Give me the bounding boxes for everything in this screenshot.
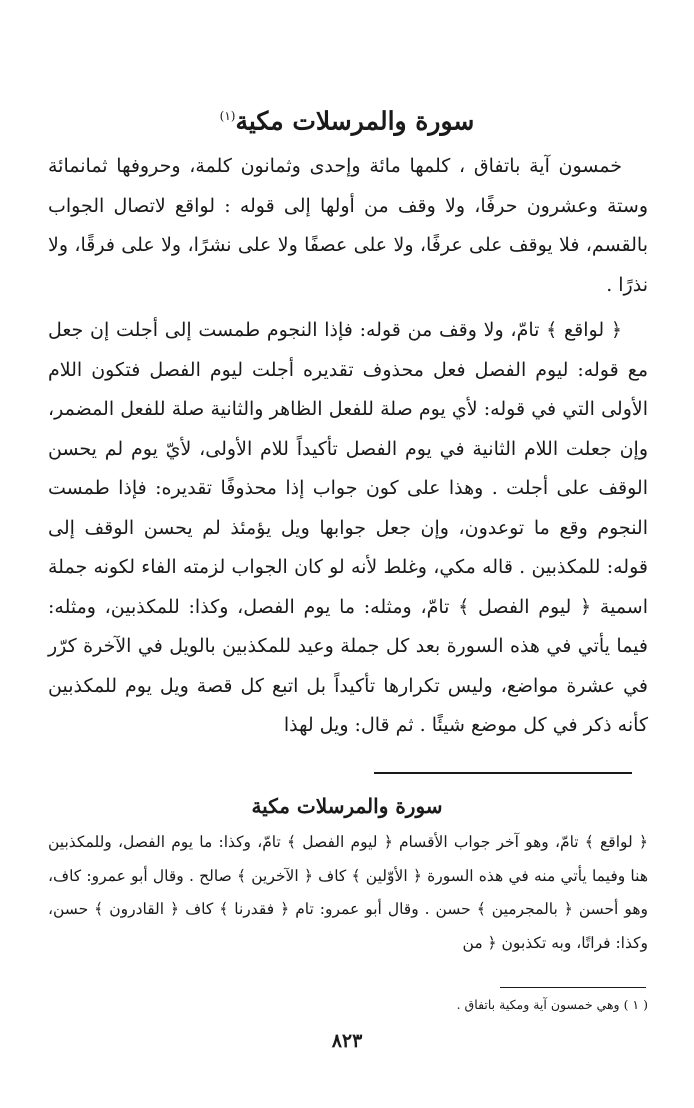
paragraph-body: ﴿ لواقع ﴾ تامّ، ولا وقف من قوله: فإذا النجوم طمست إلى أجلت إن جعل مع قوله: ليوم الفصل فعل محذوف تقديره أجلت ليوم الفصل فتكون اللام الأولى التي في قوله: لأي يوم صلة للفعل الظاهر والثانية صلة للفعل المضمر، وإن جعلت اللام الثانية في يوم الفصل تأكيداً للام الأولى، لأيّ يوم لم يحسن الوقف على أجلت . وهذا على كون جواب إذا محذوفًا تقديره: فإذا طمست النجوم وقع ما توعدون، وإن جعل جوابها ويل يؤمئذ لم يحسن الوقف إلى قوله: للمكذبين . قاله مكي، وغلط لأنه لو كان الجواب لزمته الفاء لكونه جملة اسمية ﴿ ليوم الفصل ﴾ تامّ، ومثله: ما يوم الفصل، وكذا: للمكذبين، ومثله: فيما يأتي في هذه السورة بعد كل جملة وعيد للمكذبين بالويل في الآخرة كرّر في عشرة مواضع، وليس تكرارها تأكيداً بل اتبع كل قصة ويل يوم للمكذبين كأنه ذكر في كل موضع شيئًا . ثم قال: ويل لهذا xyxy=(48,319,648,736)
section-subtitle: سورة والمرسلات مكية xyxy=(251,794,443,818)
commentary-text: ﴿ لواقع ﴾ تامّ، وهو آخر جواب الأقسام ﴿ ليوم الفصل ﴾ تامّ، وكذا: ما يوم الفصل، وللمكذبين هنا وفيما يأتي منه في هذه السورة ﴿ الأوّلين ﴾ كاف ﴿ الآخرين ﴾ صالح . وقال أبو عمرو: كاف، وهو أحسن ﴿ بالمجرمين ﴾ حسن . وقال أبو عمرو: تام ﴿ فقدرنا ﴾ كاف ﴿ القادرون ﴾ حسن، وكذا: فراتًا، وبه تكذبون ﴿ من xyxy=(48,833,648,952)
footnote-marker: (١) xyxy=(219,109,236,123)
page-title xyxy=(60,96,634,141)
footnote: ( ١ ) وهي خمسون آية ومكية باتفاق . xyxy=(456,997,648,1012)
page-number: ٨٢٣ xyxy=(331,1030,363,1052)
title-text: سورة والمرسلات مكية xyxy=(235,106,475,136)
section-divider xyxy=(374,772,632,774)
footnote-divider xyxy=(500,987,646,988)
paragraph-intro: خمسون آية باتفاق ، كلمها مائة وإحدى وثمانون كلمة، وحروفها ثمانمائة وستة وعشرون حرفًا، ولا وقف من أولها إلى قوله : لواقع لاتصال الجواب بالقسم، فلا يوقف على عرفًا، ولا على عصفًا ولا على نشرًا، ولا على فرقًا، ولا نذرًا . xyxy=(48,155,648,296)
